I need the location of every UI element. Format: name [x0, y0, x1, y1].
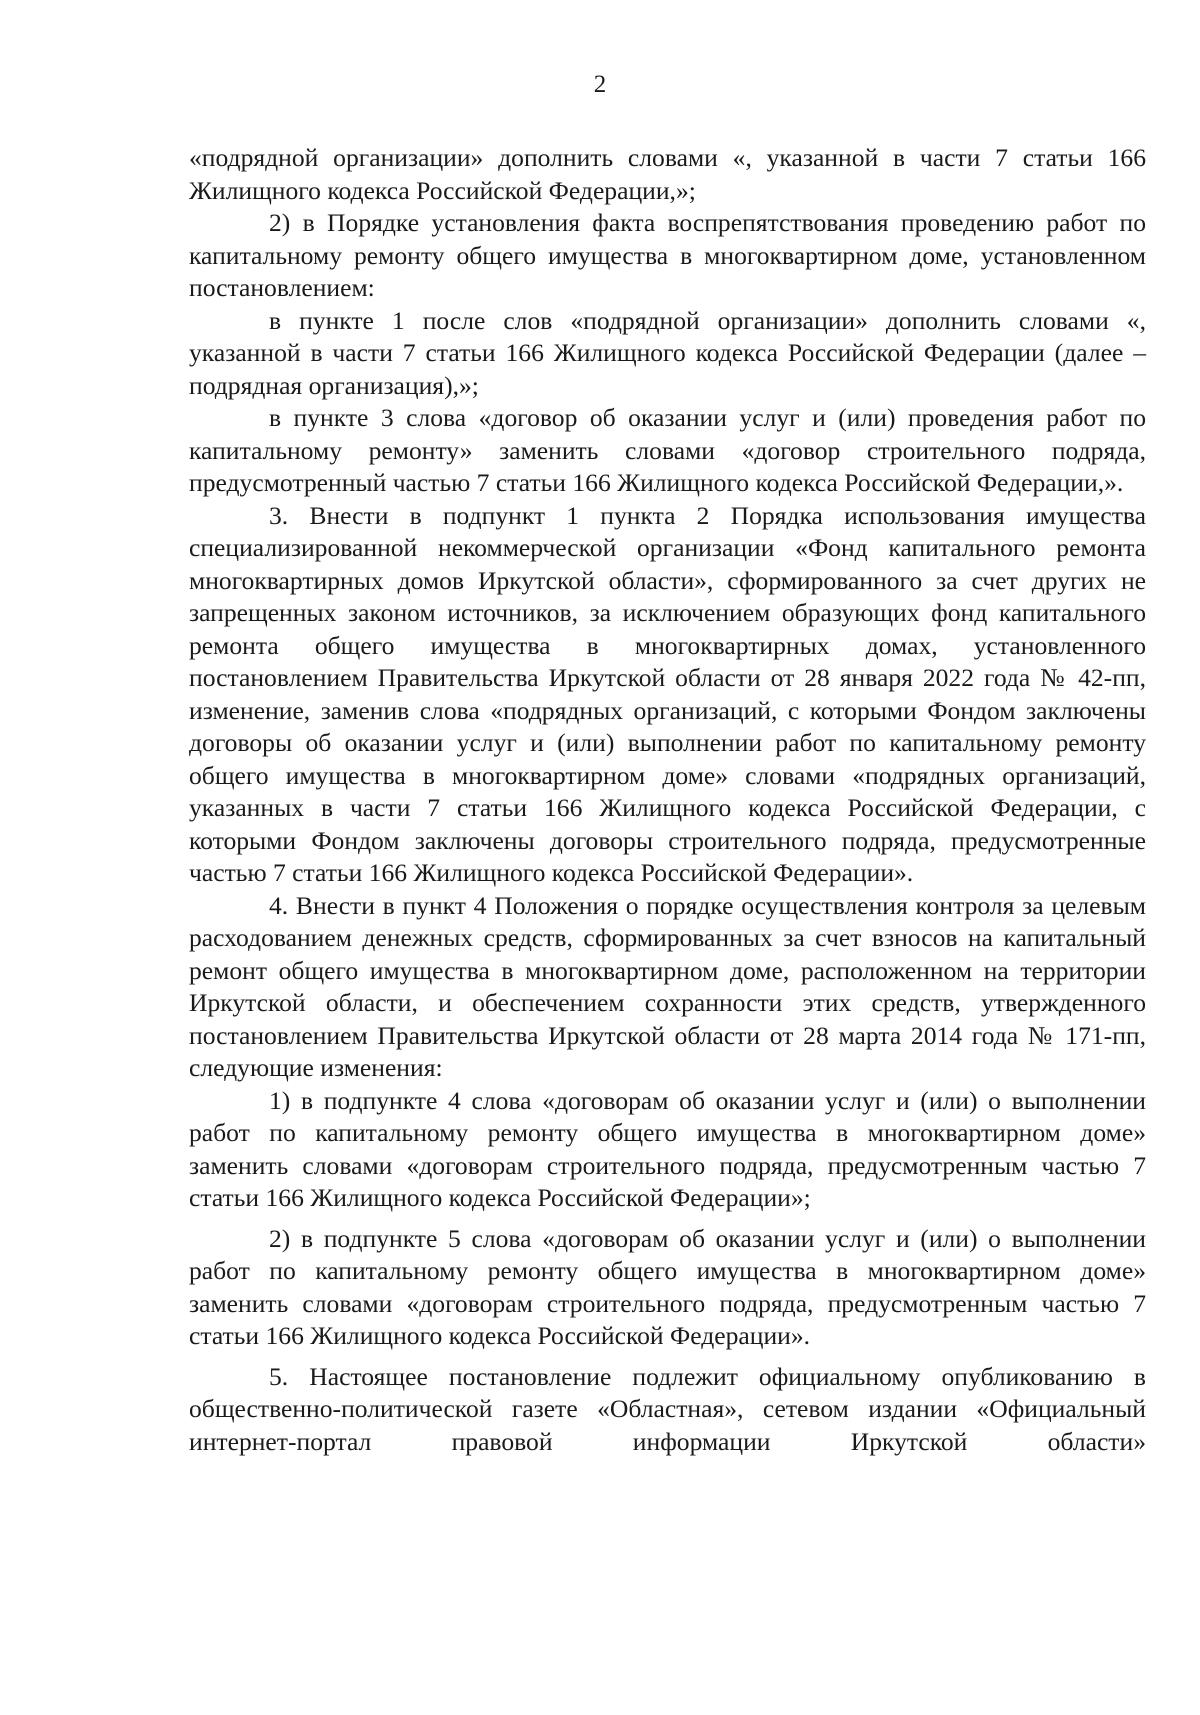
paragraph-subpoint-4: 1) в подпункте 4 слова «договорам об оказании услуг и (или) о выполнении работ по капитальному ремонту общего имущества в многоквартирном доме» заменить словами «договорам строительного подряда, предусмотренным частью 7 статьи 166 Жилищного кодекса Российской Федерации»; — [189, 1085, 1146, 1212]
paragraph-section-3: 3. Внести в подпункт 1 пункта 2 Порядка использования имущества специализированной некоммерческой организации «Фонд капитального ремонта многоквартирных домов Иркутской области», сформированного за счет других не запрещенных законом источников, за исключением образующих фонд капитального ремонта общего имущества в многоквартирных домах, установленного постановлением Правительства Иркутской области от 28 января 2022 года № 42-пп, изменение, заменив слова «подрядных организаций, с которыми Фондом заключены договоры об оказании услуг и (или) выполнении работ по капитальному ремонту общего имущества в многоквартирном доме» словами «подрядных организаций, указанных в части 7 статьи 166 Жилищного кодекса Российской Федерации, с которыми Фондом заключены договоры строительного подряда, предусмотренные частью 7 статьи 166 Жилищного кодекса Российской Федерации». — [189, 500, 1146, 887]
paragraph-point-3-amendment: в пункте 3 слова «договор об оказании услуг и (или) проведения работ по капитальному ремонту» заменить словами «договор строительного подряда, предусмотренный частью 7 статьи 166 Жилищного кодекса Российской Федерации,». — [189, 403, 1146, 497]
paragraph-section-5: 5. Настоящее постановление подлежит официальному опубликованию в общественно-политической газете «Областная», сетевом издании «Официальный интернет-портал правовой информации Иркутской области» — [189, 1361, 1146, 1456]
paragraph-item-2-procedure: 2) в Порядке установления факта воспрепятствования проведению работ по капитальному ремонту общего имущества в многоквартирном доме, установленном постановлением: — [189, 208, 1146, 302]
paragraph-subpoint-5: 2) в подпункте 5 слова «договорам об оказании услуг и (или) о выполнении работ по капитальному ремонту общего имущества в многоквартирном доме» заменить словами «договорам строительного подряда, предусмотренным частью 7 статьи 166 Жилищного кодекса Российской Федерации». — [189, 1223, 1146, 1350]
paragraph-continuation: «подрядной организации» дополнить словами «, указанной в части 7 статьи 166 Жилищного кодекса Российской Федерации,»; — [189, 143, 1146, 205]
paragraph-section-4: 4. Внести в пункт 4 Положения о порядке осуществления контроля за целевым расходованием денежных средств, сформированных за счет взносов на капитальный ремонт общего имущества в многоквартирном доме, расположенном на территории Иркутской области, и обеспечением сохранности этих средств, утвержденного постановлением Правительства Иркутской области от 28 марта 2014 года № 171-пп, следующие изменения: — [189, 890, 1146, 1082]
document-body — [189, 142, 1146, 1458]
paragraph-point-1-amendment: в пункте 1 после слов «подрядной организации» дополнить словами «, указанной в части 7 статьи 166 Жилищного кодекса Российской Федерации (далее – подрядная организация),»; — [189, 305, 1146, 400]
page-number: 2 — [593, 71, 607, 98]
